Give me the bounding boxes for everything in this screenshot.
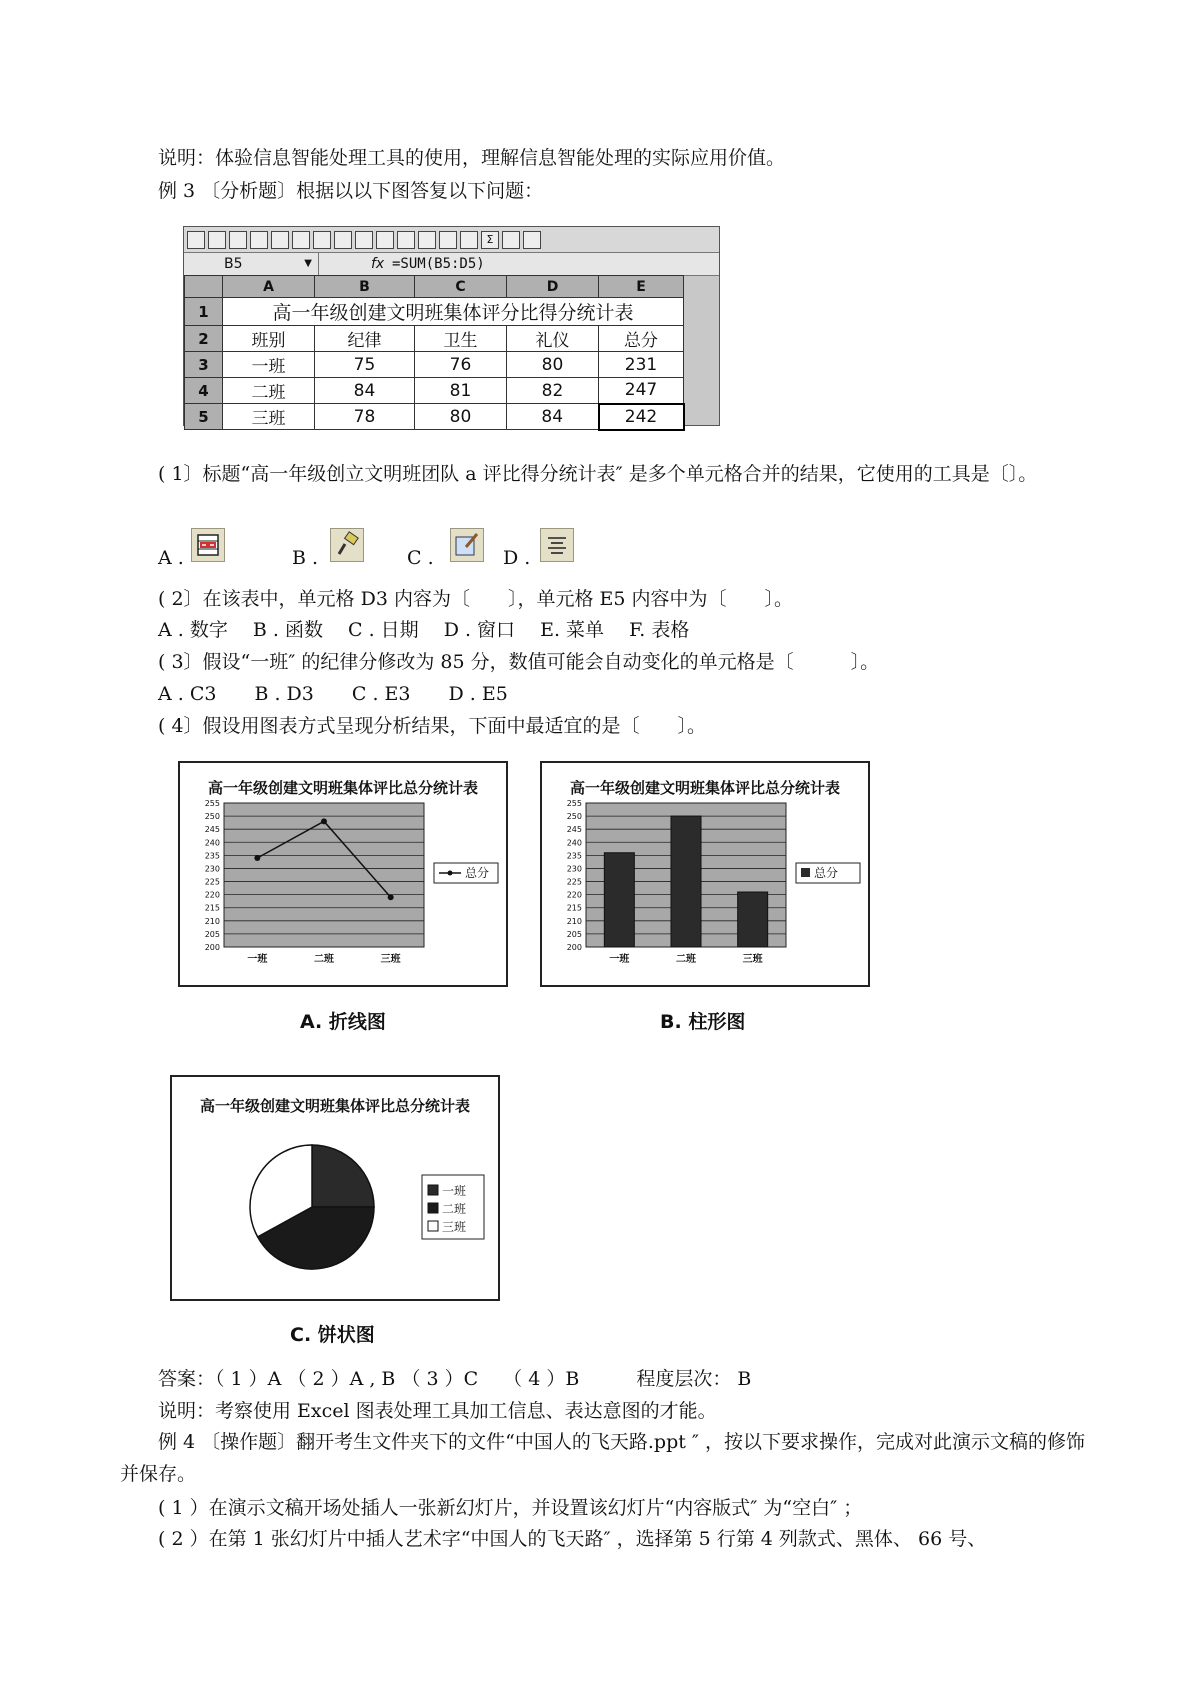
table-cell[interactable]: 班别 <box>223 326 315 352</box>
chart-title: 高一年级创建文明班集体评比总分统计表 <box>199 1097 470 1115</box>
pie-chart <box>172 1117 498 1297</box>
x-tick-label: 三班 <box>380 954 401 965</box>
column-header[interactable]: D <box>507 276 599 298</box>
y-tick-label: 225 <box>204 877 220 887</box>
y-tick-label: 220 <box>566 890 582 900</box>
example-4: 例 4 〔操作题〕翻开考生文件夹下的文件“中国人的飞天路.ppt ″ ，按以下要求操作，完成对此演示文稿的修饰并保存。 <box>120 1431 1086 1485</box>
format-painter-icon[interactable] <box>418 231 436 249</box>
y-tick-label: 245 <box>566 825 582 835</box>
answer-line: 答案：（ 1 ）A （ 2 ）A , B （ 3 ）C （ 4 ）B 程度层次： B <box>158 1368 752 1390</box>
autosum-icon[interactable]: Σ <box>481 231 499 249</box>
table-cell[interactable]: 卫生 <box>415 326 507 352</box>
table-cell[interactable]: 纪律 <box>315 326 415 352</box>
y-tick-label: 230 <box>566 864 582 874</box>
option-d-label: D . <box>503 547 531 569</box>
legend-label: 一班 <box>442 1184 467 1198</box>
merge-cells-icon[interactable] <box>191 528 225 562</box>
legend-label: 三班 <box>442 1220 467 1234</box>
example-3-heading: 例 3 〔分析题〕根据以以下图答复以下问题： <box>158 180 544 202</box>
y-tick-label: 225 <box>566 877 582 887</box>
table-cell[interactable]: 三班 <box>223 404 315 430</box>
formula-bar <box>184 253 719 276</box>
intro-note: 说明：体验信息智能处理工具的使用，理解信息智能处理的实际应用价值。 <box>158 147 786 169</box>
y-tick-label: 215 <box>566 903 582 913</box>
chart-a-caption: A. 折线图 <box>300 1011 386 1033</box>
x-tick-label: 二班 <box>314 954 334 965</box>
bar-chart <box>542 795 868 985</box>
open-icon[interactable] <box>208 231 226 249</box>
formula-input[interactable]: =SUM(B5:D5) <box>392 256 485 272</box>
spelling-icon[interactable] <box>334 231 352 249</box>
pie-chart-figure <box>170 1075 500 1301</box>
pie-slice <box>312 1145 374 1207</box>
table-cell[interactable]: 78 <box>315 404 415 430</box>
table-cell[interactable]: 247 <box>599 378 684 404</box>
bar <box>604 853 634 947</box>
legend-label: 总分 <box>814 866 839 880</box>
save-icon[interactable] <box>229 231 247 249</box>
name-box[interactable]: B5 ▼ <box>184 253 319 275</box>
question-3-options: A . C3 B . D3 C . E3 D . E5 <box>158 683 508 705</box>
y-tick-label: 245 <box>204 825 220 835</box>
align-center-icon[interactable] <box>540 528 574 562</box>
question-4: ( 4〕假设用图表方式呈现分析结果，下面中最适宜的是〔 〕。 <box>158 715 707 737</box>
excel-toolbar <box>184 227 719 253</box>
y-tick-label: 240 <box>566 838 582 848</box>
legend-label: 二班 <box>442 1202 467 1216</box>
undo-icon[interactable] <box>439 231 457 249</box>
line-chart-figure <box>178 761 508 987</box>
chart-wizard-icon[interactable] <box>523 231 541 249</box>
cut-icon[interactable] <box>355 231 373 249</box>
data-point <box>321 818 327 824</box>
legend-swatch <box>801 868 810 877</box>
question-2: ( 2〕在该表中，单元格 D3 内容为〔 〕，单元格 E5 内容中为〔 〕。 <box>158 588 793 610</box>
option-c-label: C . <box>407 547 434 569</box>
y-tick-label: 240 <box>204 838 220 848</box>
hyperlink-icon[interactable] <box>460 231 478 249</box>
column-header[interactable]: C <box>415 276 507 298</box>
table-cell[interactable]: 81 <box>415 378 507 404</box>
y-tick-label: 210 <box>204 916 220 926</box>
table-cell[interactable]: 一班 <box>223 352 315 378</box>
chart-title: 高一年级创建文明班集体评比总分统计表 <box>207 779 478 797</box>
y-tick-label: 250 <box>566 812 582 822</box>
new-icon[interactable] <box>187 231 205 249</box>
option-a-label: A . <box>158 547 184 569</box>
y-tick-label: 205 <box>566 929 582 939</box>
data-point <box>254 855 260 861</box>
plot-area <box>224 803 424 947</box>
active-cell[interactable]: 242 <box>599 404 684 430</box>
y-tick-label: 230 <box>204 864 220 874</box>
question-3: ( 3〕假设“一班″ 的纪律分修改为 85 分，数值可能会自动变化的单元格是〔 〕。 <box>158 651 880 673</box>
x-tick-label: 一班 <box>609 954 630 965</box>
print-preview-icon[interactable] <box>313 231 331 249</box>
y-tick-label: 250 <box>204 812 220 822</box>
table-cell[interactable]: 80 <box>507 352 599 378</box>
edit-document-icon[interactable] <box>450 528 484 562</box>
legend-swatch <box>428 1221 438 1231</box>
row-header[interactable]: 2 <box>185 326 223 352</box>
bar <box>671 816 701 947</box>
print-icon[interactable] <box>292 231 310 249</box>
format-painter-icon[interactable] <box>330 528 364 562</box>
table-cell[interactable]: 80 <box>415 404 507 430</box>
y-tick-label: 215 <box>204 903 220 913</box>
legend-label: 总分 <box>465 866 490 880</box>
y-tick-label: 205 <box>204 929 220 939</box>
x-tick-label: 三班 <box>742 954 763 965</box>
table-cell[interactable]: 84 <box>315 378 415 404</box>
explanation-line: 说明：考察使用 Excel 图表处理工具加工信息、表达意图的才能。 <box>158 1400 717 1422</box>
y-tick-label: 210 <box>566 916 582 926</box>
chart-c-caption: C. 饼状图 <box>290 1324 375 1346</box>
corner-cell[interactable] <box>185 276 223 298</box>
y-tick-label: 200 <box>566 943 582 952</box>
table-cell[interactable]: 231 <box>599 352 684 378</box>
legend-swatch <box>428 1203 438 1213</box>
copy-icon[interactable] <box>376 231 394 249</box>
table-cell[interactable]: 二班 <box>223 378 315 404</box>
chart-b-caption: B. 柱形图 <box>660 1011 746 1033</box>
x-tick-label: 二班 <box>676 954 696 965</box>
table-cell[interactable]: 总分 <box>599 326 684 352</box>
bar-chart-figure <box>540 761 870 987</box>
row-header[interactable]: 1 <box>185 298 223 326</box>
chevron-down-icon[interactable]: ▼ <box>304 258 312 269</box>
question-2-options: A . 数字 B . 函数 C . 日期 D . 窗口 E. 菜单 F. 表格 <box>158 619 690 641</box>
x-tick-label: 一班 <box>247 954 268 965</box>
worksheet-grid <box>184 275 685 431</box>
legend-point-marker <box>448 871 453 876</box>
data-point <box>388 894 394 900</box>
option-b-label: B . <box>292 547 319 569</box>
paste-icon[interactable] <box>397 231 415 249</box>
y-tick-label: 235 <box>566 851 582 861</box>
email-icon[interactable] <box>271 231 289 249</box>
table-cell[interactable]: 82 <box>507 378 599 404</box>
spreadsheet-screenshot <box>183 226 720 429</box>
row-header[interactable]: 3 <box>185 352 223 378</box>
column-header[interactable]: A <box>223 276 315 298</box>
row-header[interactable]: 4 <box>185 378 223 404</box>
column-header[interactable]: B <box>315 276 415 298</box>
table-cell[interactable]: 礼仪 <box>507 326 599 352</box>
y-tick-label: 200 <box>204 943 220 952</box>
merged-title-cell[interactable]: 高一年级创建文明班集体评分比得分统计表 <box>223 298 684 326</box>
table-cell[interactable]: 75 <box>315 352 415 378</box>
y-tick-label: 255 <box>204 799 220 808</box>
chart-title: 高一年级创建文明班集体评比总分统计表 <box>569 779 840 797</box>
legend-swatch <box>428 1185 438 1195</box>
operation-2: ( 2 ）在第 1 张幻灯片中插人艺术字“中国人的飞天路″ ，选择第 5 行第 4 列款式、黑体、 66 号、 <box>158 1528 987 1550</box>
operation-1: ( 1 ）在演示文稿开场处插人一张新幻灯片，并设置该幻灯片“内容版式″ 为“空白″ ； <box>158 1497 863 1519</box>
bar <box>738 892 768 947</box>
y-tick-label: 220 <box>204 890 220 900</box>
sort-ascending-icon[interactable] <box>502 231 520 249</box>
row-header[interactable]: 5 <box>185 404 223 430</box>
permission-icon[interactable] <box>250 231 268 249</box>
question-1: ( 1〕标题“高一年级创立文明班团队 a 评比得分统计表″ 是多个单元格合并的结果，它使用的工具是〔〕。 <box>158 463 1038 485</box>
table-cell[interactable]: 76 <box>415 352 507 378</box>
column-header[interactable]: E <box>599 276 684 298</box>
fx-icon[interactable]: fx <box>371 256 385 272</box>
y-tick-label: 255 <box>566 799 582 808</box>
line-chart <box>180 795 506 985</box>
table-cell[interactable]: 84 <box>507 404 599 430</box>
y-tick-label: 235 <box>204 851 220 861</box>
